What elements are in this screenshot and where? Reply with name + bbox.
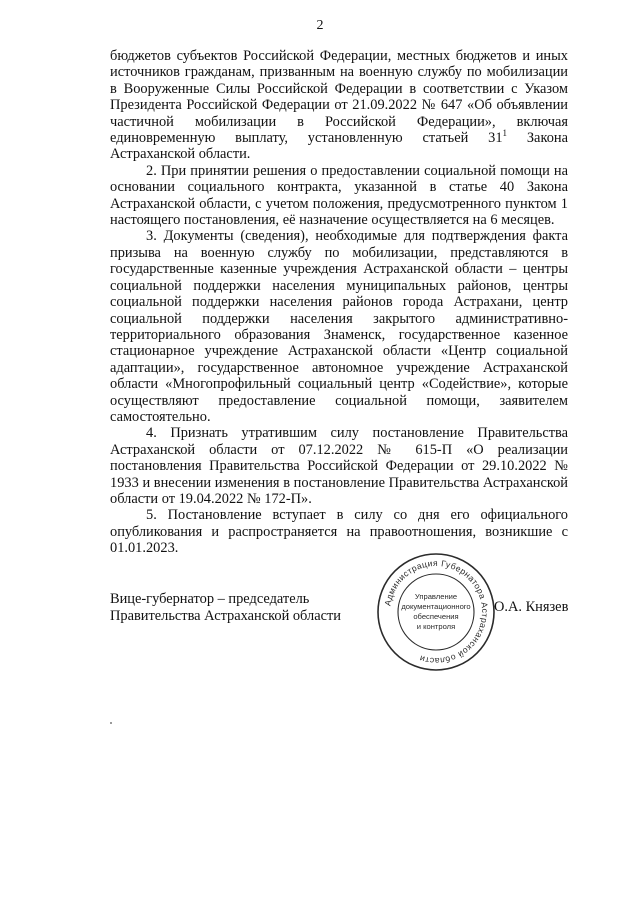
stamp-center-line-3: обеспечения xyxy=(413,612,459,621)
scan-speck xyxy=(110,722,112,724)
paragraph-5: 5. Постановление вступает в силу со дня его официального опубликования и распространяется на правоотношения, возникшие с 01.01.2023. xyxy=(110,507,568,557)
paragraph-3: 3. Документы (сведения), необходимые для подтверждения факта призыва на военную службу по мобилизации, представляются в государственные казенные учреждения Астраханской области – центры социальной поддержки населения муниципальных районов, центры социальной поддержки населения районов города Астрахани, центр социальной поддержки населения закрытого административно-территориального образования Знаменск, государственное казенное стационарное учреждение Астраханской области «Центр социальной адаптации», государственное автономное учреждение Астраханской области «Многопрофильный социальный центр «Содействие», которые осуществляют предоставление социальной помощи, заявителем самостоятельно. xyxy=(110,228,568,425)
stamp-center-line-2: документационного xyxy=(401,602,471,611)
document-body xyxy=(110,48,568,557)
paragraph-1-end: Закона Астраханской области. xyxy=(110,130,568,163)
paragraph-1-text: бюджетов субъектов Российской Федерации, местных бюджетов и иных источников гражданам, призванным на военную службу по мобилизации в Вооруженные Силы Российской Федерации в соответствии с Указом Президента Российской Федерации от 21.09.2022 № 647 «Об объявлении частичной мобилизации в Российской Федерации», включая единовременную выплату, установленную статьей 31 xyxy=(110,48,568,147)
page-number: 2 xyxy=(316,18,324,33)
article-superscript: 1 xyxy=(502,128,508,139)
official-stamp xyxy=(374,550,498,674)
signatory-position-line-1: Вице-губернатор – председатель xyxy=(110,591,310,607)
stamp-center-line-4: и контроля xyxy=(416,622,456,631)
stamp-center-line-1: Управление xyxy=(414,592,458,601)
signatory-position-line-2: Правительства Астраханской области xyxy=(110,607,341,624)
signatory-name: О.А. Князев xyxy=(494,599,569,615)
paragraph-4: 4. Признать утратившим силу постановление Правительства Астраханской области от 07.12.2022 № 615-П «О реализации постановления Правительства Российской Федерации от 29.10.2022 № 1933 и внесении изменения в постановление Правительства Астраханской области от 19.04.2022 № 172-П». xyxy=(110,425,568,507)
signatory-position xyxy=(110,591,341,624)
stamp-ring-label: Администрация Губернатора Астраханской области xyxy=(382,557,491,667)
paragraph-1 xyxy=(110,48,568,163)
paragraph-2: 2. При принятии решения о предоставлении социальной помощи на основании социального контракта, указанной в статье 40 Закона Астраханской области, с учетом положения, предусмотренного пунктом 1 настоящего постановления, её назначение осуществляется на 6 месяцев. xyxy=(110,162,568,229)
